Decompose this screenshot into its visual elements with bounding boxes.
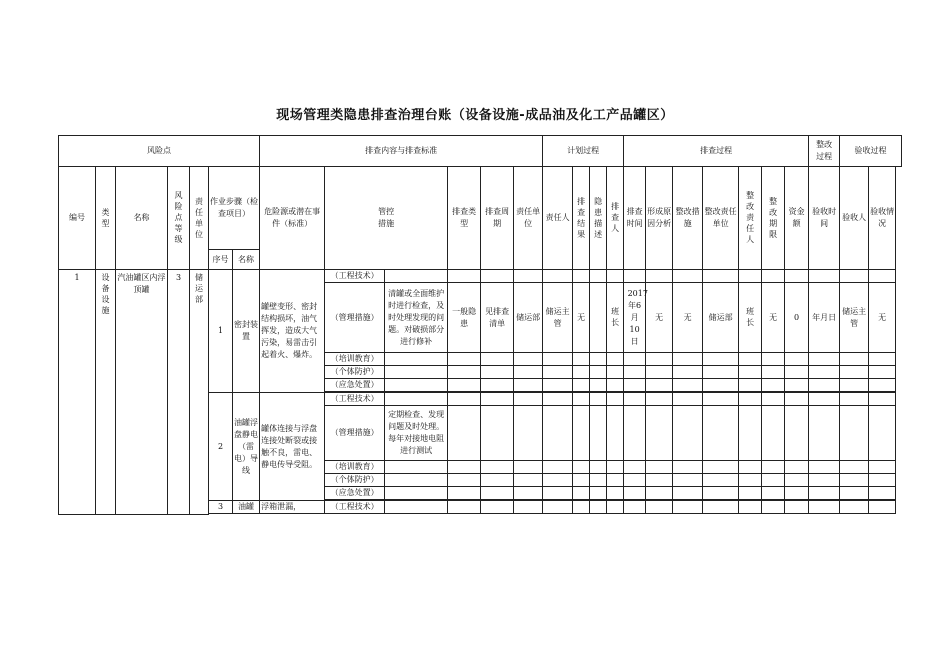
inspect-type: 一般隐患 <box>448 283 481 353</box>
category-engineering: （工程技术） <box>325 393 385 406</box>
entry-no: 1 <box>59 270 96 515</box>
category-training: （培训教育） <box>325 461 385 474</box>
table-row <box>59 270 902 283</box>
category-management: （管理措施） <box>325 283 385 353</box>
header-acc-status: 验收情况 <box>869 167 896 270</box>
item-name: 油罐浮盘静电（雷电）导线 <box>233 393 260 501</box>
header-fund: 资金额 <box>785 167 809 270</box>
entry-type: 设备设施 <box>96 270 116 515</box>
header-inspector: 排查人 <box>607 167 624 270</box>
document-title: 现场管理类隐患排查治理台账（设备设施-成品油及化工产品罐区） <box>276 108 674 123</box>
header-name: 名称 <box>116 167 168 270</box>
group-rectify-process: 整改过程 <box>809 136 840 167</box>
header-inspect-type: 排查类型 <box>448 167 481 270</box>
management-measure: 清罐或全面维护时进行检查，及时处理发现的问题。对破损部分进行修补 <box>385 283 448 353</box>
category-engineering: （工程技术） <box>325 270 385 283</box>
category-ppe: （个体防护） <box>325 474 385 487</box>
category-engineering: （工程技术） <box>325 501 385 514</box>
inspect-result: 无 <box>573 283 590 353</box>
header-acc-time: 验收时间 <box>809 167 840 270</box>
group-inspect-process: 排查过程 <box>624 136 809 167</box>
category-emergency: （应急处置） <box>325 487 385 500</box>
rect-unit: 储运部 <box>703 283 739 353</box>
item-seq: 2 <box>209 393 233 501</box>
management-measure: 定期检查、发现问题及时处理。每年对接地电阻进行测试 <box>385 406 448 461</box>
hazard-ledger-table <box>58 135 902 515</box>
header-hazard: 危险源或潜在事件（标准） <box>260 167 325 270</box>
header-rect-deadline: 整改期限 <box>762 167 785 270</box>
header-step-name: 名称 <box>233 250 260 270</box>
header-inspect-time: 排查时间 <box>624 167 646 270</box>
group-risk-point: 风险点 <box>59 136 260 167</box>
plan-person: 储运主管 <box>543 283 573 353</box>
category-ppe: （个体防护） <box>325 366 385 379</box>
inspector: 班长 <box>607 283 624 353</box>
category-emergency: （应急处置） <box>325 379 385 392</box>
header-type: 类型 <box>96 167 116 270</box>
header-acc-person: 验收人 <box>840 167 869 270</box>
header-plan-resp-unit: 责任单位 <box>514 167 543 270</box>
header-inspect-result: 排查结果 <box>573 167 590 270</box>
plan-unit: 储运部 <box>514 283 543 353</box>
header-risk-level: 风险点等级 <box>168 167 190 270</box>
item-name: 油罐 <box>233 501 260 514</box>
header-hazard-desc: 隐患描述 <box>590 167 607 270</box>
header-resp-unit: 责任单位 <box>190 167 209 270</box>
item-name: 密封装置 <box>233 270 260 393</box>
hazard-desc <box>590 283 607 353</box>
header-work-step: 作业步骤（检查项目） <box>209 167 260 250</box>
header-rect-unit: 整改责任单位 <box>703 167 739 270</box>
category-training: （培训教育） <box>325 353 385 366</box>
header-control: 管控措施 <box>325 167 448 270</box>
group-content-standard: 排查内容与排查标准 <box>260 136 543 167</box>
header-rect-measure: 整改措施 <box>673 167 703 270</box>
item-hazard: 罐体连接与浮盘连接处断裂或接触不良，雷电、静电传导受阻。 <box>260 393 325 501</box>
item-seq: 1 <box>209 270 233 393</box>
acc-person: 储运主管 <box>840 283 869 353</box>
header-cause: 形成原因分析 <box>646 167 673 270</box>
inspect-time: 2017年6月10日 <box>624 283 646 353</box>
rect-measure: 无 <box>673 283 703 353</box>
entry-name: 汽油罐区内浮顶罐 <box>116 270 168 515</box>
header-rect-person: 整改责任人 <box>739 167 762 270</box>
header-inspect-cycle: 排查周期 <box>481 167 514 270</box>
group-accept-process: 验收过程 <box>840 136 902 167</box>
header-step-no: 序号 <box>209 250 233 270</box>
item-hazard: 浮箱泄漏， <box>260 501 325 514</box>
entry-resp-unit: 储运部 <box>190 270 209 515</box>
entry-risk-level: 3 <box>168 270 190 515</box>
header-no: 编号 <box>59 167 96 270</box>
fund: 0 <box>785 283 809 353</box>
acc-status: 无 <box>869 283 896 353</box>
cause: 无 <box>646 283 673 353</box>
category-management: （管理措施） <box>325 406 385 461</box>
item-hazard: 罐壁变形、密封结构损坏，油气挥发，造成大气污染，易雷击引起着火、爆炸。 <box>260 270 325 393</box>
inspect-cycle: 见排查清单 <box>481 283 514 353</box>
item-seq: 3 <box>209 501 233 514</box>
group-plan-process: 计划过程 <box>543 136 624 167</box>
rect-deadline: 无 <box>762 283 785 353</box>
header-plan-resp-person: 责任人 <box>543 167 573 270</box>
rect-person: 班长 <box>739 283 762 353</box>
acc-time: 年月日 <box>809 283 840 353</box>
